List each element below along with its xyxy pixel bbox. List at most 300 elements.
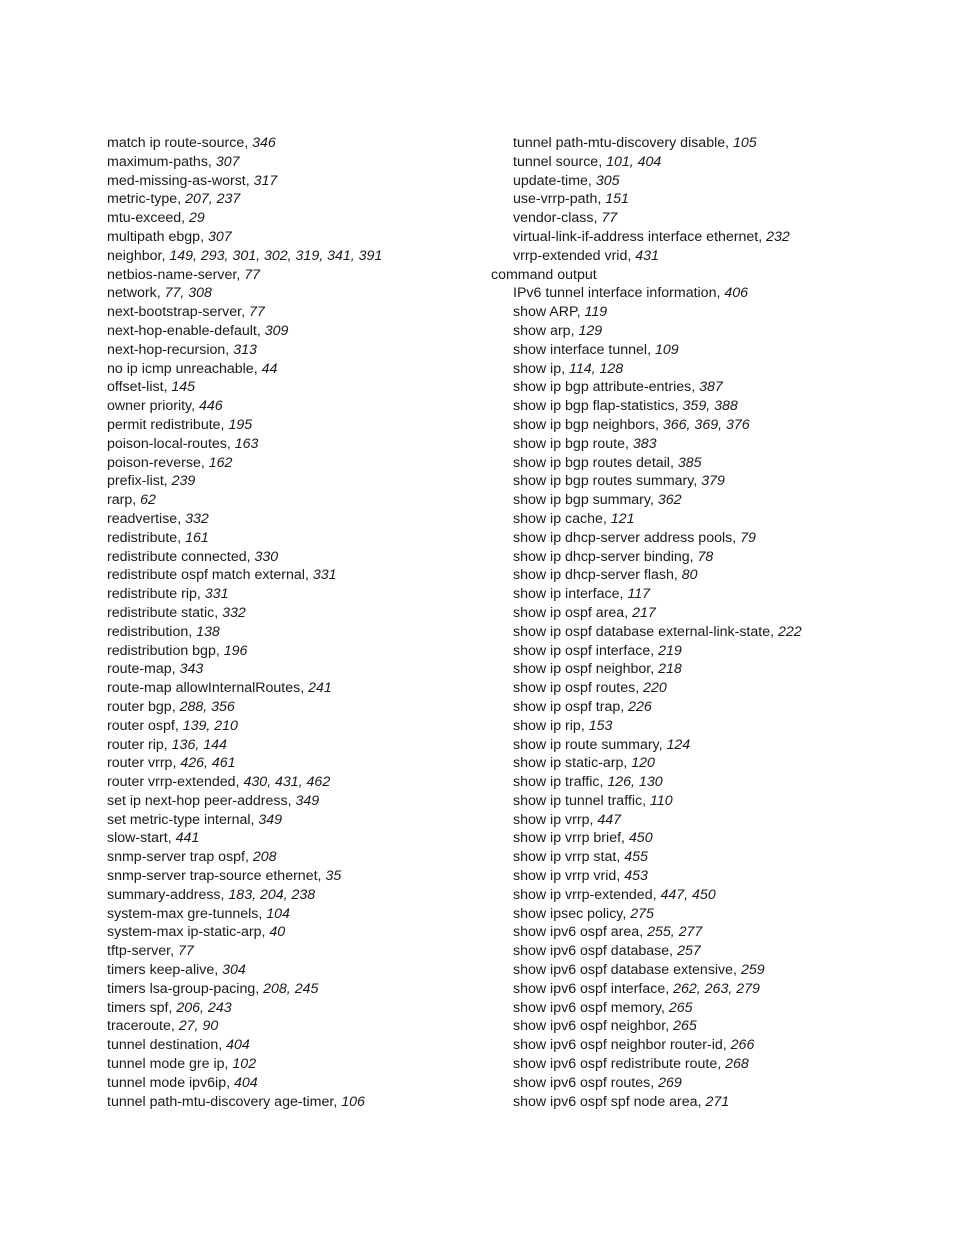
index-page-numbers: 331	[204, 586, 229, 603]
index-entry	[107, 961, 477, 980]
index-separator: ,	[177, 529, 186, 546]
index-term: show interface tunnel	[513, 341, 648, 358]
index-term: maximum-paths	[107, 153, 208, 170]
index-term: network	[107, 285, 157, 302]
index-separator: ,	[673, 567, 682, 584]
index-separator: ,	[235, 774, 244, 791]
index-separator: ,	[691, 379, 700, 396]
index-term: multipath ebgp	[107, 228, 201, 245]
index-separator: ,	[167, 830, 176, 847]
index-page-numbers: 307	[207, 228, 232, 245]
index-separator: ,	[654, 416, 663, 433]
index-separator: ,	[650, 1074, 659, 1091]
index-term: prefix-list	[107, 473, 164, 490]
index-term: route-map	[107, 661, 172, 678]
index-separator: ,	[161, 247, 170, 264]
index-entry	[107, 623, 477, 642]
index-page-numbers: 62	[140, 492, 156, 509]
index-separator: ,	[196, 586, 205, 603]
index-page-numbers: 27, 90	[178, 1018, 219, 1035]
index-heading: command output	[491, 266, 597, 283]
index-separator: ,	[181, 210, 190, 227]
index-separator: ,	[722, 1037, 731, 1054]
index-term: timers keep-alive	[107, 962, 215, 979]
index-page-numbers: 129	[578, 322, 603, 339]
index-separator: ,	[132, 492, 141, 509]
index-separator: ,	[665, 980, 674, 997]
index-term: router vrrp-extended	[107, 774, 236, 791]
index-separator: ,	[171, 661, 180, 678]
index-separator: ,	[758, 228, 767, 245]
index-page-numbers: 102	[232, 1056, 257, 1073]
index-separator: ,	[250, 811, 259, 828]
index-entry	[107, 397, 477, 416]
index-entry	[107, 510, 477, 529]
index-term: readvertise	[107, 510, 178, 527]
index-term: show ip ospf routes	[513, 680, 636, 697]
index-entry	[491, 566, 931, 585]
index-page-numbers: 387	[699, 379, 723, 396]
index-term: slow-start	[107, 830, 168, 847]
index-separator: ,	[244, 135, 253, 151]
index-page-numbers: 80	[681, 567, 698, 584]
index-entry	[491, 679, 931, 698]
index-separator: ,	[576, 304, 585, 321]
index-page-numbers: 208	[252, 849, 277, 866]
index-entry	[107, 923, 477, 942]
index-page-numbers: 446	[199, 398, 223, 415]
index-entry	[107, 1074, 477, 1093]
index-term: show ip traffic	[513, 774, 600, 791]
index-term: route-map allowInternalRoutes	[107, 680, 301, 697]
index-separator: ,	[300, 680, 309, 697]
index-page-numbers: 44	[261, 360, 278, 377]
index-entry	[491, 416, 931, 435]
index-page-numbers: 121	[610, 510, 635, 527]
index-separator: ,	[225, 341, 234, 358]
index-term: next-hop-enable-default	[107, 322, 257, 339]
index-page-numbers: 330	[254, 548, 279, 565]
index-page-numbers: 40	[269, 924, 286, 941]
index-term: show ip rip	[513, 717, 581, 734]
index-entry	[107, 905, 477, 924]
index-entry	[491, 585, 931, 604]
index-term: poison-reverse	[107, 454, 201, 471]
index-page-numbers: 265	[668, 999, 693, 1016]
index-separator: ,	[333, 1093, 342, 1110]
index-term: tunnel mode gre ip	[107, 1056, 225, 1073]
index-term: IPv6 tunnel interface information	[513, 285, 717, 302]
index-term: next-hop-recursion	[107, 341, 226, 358]
index-separator: ,	[188, 623, 197, 640]
index-page-numbers: 266	[730, 1037, 755, 1054]
index-entry	[491, 623, 931, 642]
index-separator: ,	[171, 698, 180, 715]
index-entry	[491, 454, 931, 473]
index-term: system-max ip-static-arp	[107, 924, 262, 941]
index-page-numbers: 313	[233, 341, 257, 358]
index-page-numbers: 195	[228, 416, 253, 433]
index-entry	[491, 134, 931, 153]
index-separator: ,	[241, 304, 249, 321]
index-right-column	[491, 134, 931, 1111]
index-term: permit redistribute	[107, 416, 221, 433]
index-term: show ip bgp routes summary	[513, 473, 694, 490]
index-separator: ,	[261, 924, 270, 941]
index-term: show ip vrrp vrid	[513, 868, 617, 885]
index-term: redistribute	[107, 529, 178, 546]
index-entry	[491, 886, 931, 905]
index-separator: ,	[200, 454, 209, 471]
index-term: redistribute connected	[107, 548, 247, 565]
index-page-numbers: 161	[185, 529, 209, 546]
index-page-numbers: 119	[584, 304, 608, 321]
index-term: redistribute rip	[107, 586, 197, 603]
index-entry	[491, 867, 931, 886]
index-page-numbers: 226	[628, 698, 652, 715]
index-page-numbers: 124	[666, 736, 691, 753]
index-page-numbers: 385	[677, 454, 702, 471]
index-separator: ,	[697, 1093, 706, 1110]
index-term: tunnel mode ipv6ip	[107, 1074, 227, 1091]
index-page-numbers: 455	[624, 849, 648, 866]
index-term: show ip route summary	[513, 736, 659, 753]
index-separator: ,	[214, 962, 223, 979]
index-entry	[491, 303, 931, 322]
index-entry	[107, 717, 477, 736]
index-separator: ,	[255, 980, 264, 997]
index-separator: ,	[226, 1074, 234, 1091]
index-separator: ,	[669, 943, 678, 960]
index-separator: ,	[642, 792, 650, 809]
index-page-numbers: 331	[312, 567, 337, 584]
index-entry	[107, 284, 477, 303]
index-term: tunnel path-mtu-discovery disable	[513, 135, 726, 151]
index-term: redistribution	[107, 623, 189, 640]
index-separator: ,	[177, 510, 186, 527]
index-entry	[491, 942, 931, 961]
index-page-numbers: 77	[601, 210, 618, 227]
index-entry	[491, 923, 931, 942]
index-separator: ,	[170, 943, 178, 960]
index-page-numbers: 241	[308, 680, 332, 697]
index-term: show ipv6 ospf area	[513, 924, 640, 941]
index-page-numbers: 304	[222, 962, 246, 979]
index-separator: ,	[163, 736, 172, 753]
index-entry	[491, 736, 931, 755]
index-separator: ,	[589, 811, 598, 828]
index-page-numbers: 163	[234, 435, 259, 452]
index-entry	[107, 416, 477, 435]
index-page-numbers: 145	[171, 379, 196, 396]
index-entry	[491, 961, 931, 980]
index-left-column	[107, 134, 477, 1111]
index-entry	[107, 660, 477, 679]
index-entry	[491, 1055, 931, 1074]
index-separator: ,	[652, 886, 661, 903]
index-term: show ip static-arp	[513, 755, 624, 772]
index-term: system-max gre-tunnels	[107, 905, 259, 922]
index-term: timers spf	[107, 999, 169, 1016]
index-term: redistribute ospf match external	[107, 567, 305, 584]
index-separator: ,	[172, 755, 181, 772]
index-entry	[491, 341, 931, 360]
index-page-numbers: 207, 237	[185, 191, 241, 208]
index-term: show arp	[513, 322, 571, 339]
index-separator: ,	[598, 153, 607, 170]
index-page-numbers: 379	[701, 473, 725, 490]
index-page-numbers: 332	[185, 510, 209, 527]
index-term: update-time	[513, 172, 588, 189]
index-entry	[107, 1036, 477, 1055]
index-separator: ,	[177, 191, 186, 208]
index-term: router rip	[107, 736, 164, 753]
index-page-numbers: 217	[632, 604, 656, 621]
index-term: summary-address	[107, 886, 221, 903]
index-term: router ospf	[107, 717, 175, 734]
index-separator: ,	[616, 849, 625, 866]
index-separator: ,	[716, 285, 725, 302]
index-separator: ,	[649, 492, 658, 509]
index-separator: ,	[733, 962, 741, 979]
index-separator: ,	[616, 868, 625, 885]
index-separator: ,	[635, 680, 644, 697]
index-page-numbers: 117	[627, 586, 650, 603]
index-page-numbers: 136, 144	[171, 736, 227, 753]
index-page-numbers: 104	[266, 905, 290, 922]
index-entry	[107, 529, 477, 548]
index-separator: ,	[163, 473, 172, 490]
index-page-numbers: 78	[697, 548, 714, 565]
index-entry	[107, 736, 477, 755]
index-term: show ip bgp routes detail	[513, 454, 670, 471]
index-term: vendor-class	[513, 210, 594, 227]
index-page-numbers: 430, 431, 462	[243, 774, 331, 791]
index-entry	[491, 1036, 931, 1055]
index-entry	[491, 604, 931, 623]
index-page-numbers: 239	[171, 473, 196, 490]
index-page-numbers: 109	[654, 341, 679, 358]
index-entry	[107, 867, 477, 886]
index-separator: ,	[627, 247, 636, 264]
index-entry	[491, 1017, 931, 1036]
index-entry	[491, 435, 931, 454]
index-term: tunnel source	[513, 153, 599, 170]
index-page-numbers: 29	[189, 210, 205, 227]
index-entry	[107, 209, 477, 228]
index-separator: ,	[163, 379, 172, 396]
index-term: med-missing-as-worst	[107, 172, 246, 189]
index-page-numbers: 138	[196, 623, 220, 640]
index-entry	[107, 548, 477, 567]
index-page-numbers: 218	[658, 661, 682, 678]
index-page-numbers: 77	[244, 266, 260, 283]
index-separator: ,	[770, 623, 778, 640]
index-entry	[107, 1055, 477, 1074]
index-entry	[107, 585, 477, 604]
index-term: netbios-name-server	[107, 266, 237, 283]
index-entry	[491, 905, 931, 924]
index-page-numbers: 406	[724, 285, 749, 302]
index-entry	[107, 642, 477, 661]
index-page-numbers: 77	[248, 304, 265, 321]
index-separator: ,	[174, 717, 183, 734]
index-page-numbers: 383	[632, 435, 657, 452]
index-term: timers lsa-group-pacing	[107, 980, 256, 997]
index-page-numbers: 259	[740, 962, 765, 979]
index-entry	[107, 886, 477, 905]
index-entry	[107, 247, 477, 266]
index-separator: ,	[689, 548, 698, 565]
index-entry	[491, 999, 931, 1018]
index-entry	[107, 1017, 477, 1036]
index-separator: ,	[218, 1037, 227, 1054]
index-page-numbers: 219	[658, 642, 682, 659]
index-entry	[107, 1093, 477, 1112]
index-separator: ,	[619, 586, 628, 603]
index-page-numbers: 257	[677, 943, 701, 960]
index-entry	[107, 378, 477, 397]
index-entry	[107, 454, 477, 473]
index-entry	[107, 604, 477, 623]
index-separator: ,	[620, 698, 629, 715]
index-separator: ,	[623, 755, 632, 772]
index-page-numbers: 404	[226, 1037, 250, 1054]
index-entry	[491, 360, 931, 379]
index-separator: ,	[244, 849, 253, 866]
index-term: vrrp-extended vrid	[513, 247, 628, 264]
index-separator: ,	[561, 360, 569, 377]
index-separator: ,	[200, 228, 208, 245]
index-entry	[107, 980, 477, 999]
index-page-numbers: 453	[624, 868, 648, 885]
index-page-numbers: 265	[673, 1018, 697, 1035]
index-term: router bgp	[107, 698, 172, 715]
index-separator: ,	[647, 341, 655, 358]
index-page-numbers: 35	[325, 868, 342, 885]
index-page-numbers: 343	[179, 661, 204, 678]
index-page-numbers: 183, 204, 238	[228, 886, 316, 903]
index-term: show ip vrrp-extended	[513, 886, 653, 903]
index-term: show ipv6 ospf database	[513, 943, 670, 960]
index-separator: ,	[170, 1018, 179, 1035]
index-separator: ,	[658, 736, 667, 753]
index-page-numbers: 208, 245	[263, 980, 319, 997]
index-term: router vrrp	[107, 755, 173, 772]
index-page-numbers: 110	[649, 792, 673, 809]
index-term: use-vrrp-path	[513, 191, 598, 208]
index-separator: ,	[599, 774, 608, 791]
index-term: show ip bgp route	[513, 435, 625, 452]
index-separator: ,	[245, 172, 254, 189]
index-entry	[491, 209, 931, 228]
index-separator: ,	[220, 886, 229, 903]
index-page-numbers: 153	[588, 717, 613, 734]
index-entry	[491, 378, 931, 397]
index-separator: ,	[669, 454, 678, 471]
index-entry	[107, 792, 477, 811]
index-page-numbers: 269	[658, 1074, 682, 1091]
index-entry	[107, 754, 477, 773]
index-term: show ip interface	[513, 586, 620, 603]
index-entry	[491, 322, 931, 341]
index-term: show ip dhcp-server binding	[513, 548, 690, 565]
index-separator: ,	[191, 398, 199, 415]
index-page-numbers: 149, 293, 301, 302, 319, 341, 391	[169, 247, 383, 264]
index-page-numbers: 426, 461	[180, 755, 236, 772]
index-page-numbers: 332	[222, 604, 246, 621]
index-page-numbers: 262, 263, 279	[673, 980, 760, 997]
index-page-numbers: 450	[628, 830, 653, 847]
index-entry	[491, 247, 931, 266]
index-entry	[107, 341, 477, 360]
index-separator: ,	[725, 135, 734, 151]
index-separator: ,	[732, 529, 741, 546]
index-term: no ip icmp unreachable	[107, 360, 254, 377]
index-term: virtual-link-if-address interface ethernet	[513, 228, 759, 245]
index-page-numbers: 431	[635, 247, 659, 264]
index-term: show ip bgp summary	[513, 492, 650, 509]
index-term: show ip cache	[513, 510, 603, 527]
index-term: show ipv6 ospf neighbor router-id	[513, 1037, 723, 1054]
index-term: mtu-exceed	[107, 210, 182, 227]
index-page-numbers: 309	[264, 322, 289, 339]
index-entry	[107, 435, 477, 454]
index-entry	[491, 829, 931, 848]
index-entry	[107, 172, 477, 191]
index-entry	[491, 491, 931, 510]
index-separator: ,	[639, 924, 648, 941]
index-page-numbers: 271	[705, 1093, 730, 1110]
index-term: show ip bgp flap-statistics	[513, 398, 675, 415]
index-term: show ip ospf database external-link-state	[513, 623, 771, 640]
index-entry	[107, 698, 477, 717]
index-term: match ip route-source	[107, 135, 245, 151]
index-separator: ,	[622, 905, 631, 922]
index-entry	[107, 679, 477, 698]
index-term: show ip dhcp-server address pools	[513, 529, 733, 546]
index-entry	[491, 1074, 931, 1093]
index-entry	[491, 980, 931, 999]
index-term: show ipv6 ospf routes	[513, 1074, 651, 1091]
index-page-numbers: 362	[657, 492, 682, 509]
index-separator: ,	[665, 1018, 674, 1035]
index-separator: ,	[717, 1056, 726, 1073]
index-entry	[107, 303, 477, 322]
index-term: tunnel path-mtu-discovery age-timer	[107, 1093, 334, 1110]
index-term: show ip ospf area	[513, 604, 625, 621]
index-page-numbers: 206, 243	[176, 999, 232, 1016]
index-term: show ipv6 ospf interface	[513, 980, 666, 997]
index-entry	[491, 190, 931, 209]
index-separator: ,	[207, 153, 216, 170]
index-term: show ip ospf interface	[513, 642, 651, 659]
index-separator: ,	[253, 360, 262, 377]
index-term: show ip bgp neighbors	[513, 416, 655, 433]
index-entry	[491, 472, 931, 491]
index-page-numbers: 105	[733, 135, 757, 151]
index-page-numbers: 346	[252, 135, 276, 151]
index-separator: ,	[625, 435, 633, 452]
index-entry	[107, 322, 477, 341]
index-entry	[107, 999, 477, 1018]
index-term: show ip tunnel traffic	[513, 792, 643, 809]
index-entry	[107, 360, 477, 379]
index-page-numbers: 349	[258, 811, 283, 828]
index-page-numbers: 232	[766, 228, 790, 245]
index-term: show ip ospf trap	[513, 698, 621, 715]
index-entry	[491, 698, 931, 717]
